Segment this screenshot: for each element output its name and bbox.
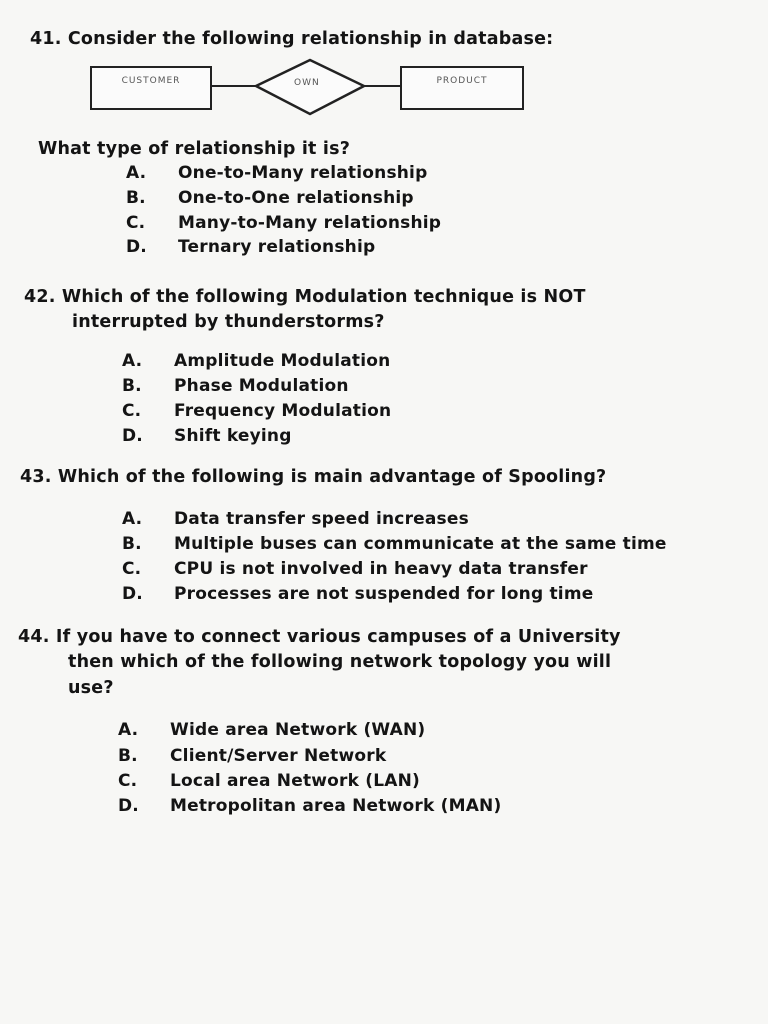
q42-option-d[interactable] bbox=[122, 425, 292, 447]
entity-customer-label: CUSTOMER bbox=[121, 76, 181, 86]
q43-option-b[interactable] bbox=[122, 533, 667, 555]
option-text: Client/Server Network bbox=[170, 746, 387, 766]
option-letter: D. bbox=[118, 796, 139, 816]
option-text: Phase Modulation bbox=[174, 376, 349, 396]
option-text: Data transfer speed increases bbox=[174, 509, 469, 529]
option-letter: A. bbox=[122, 509, 143, 529]
q43-option-c[interactable] bbox=[122, 558, 588, 580]
option-letter: A. bbox=[118, 720, 139, 740]
q41-option-c[interactable] bbox=[126, 212, 441, 234]
q43-option-d[interactable] bbox=[122, 583, 593, 605]
option-text: CPU is not involved in heavy data transfer bbox=[174, 559, 588, 579]
option-letter: C. bbox=[122, 559, 142, 579]
option-letter: C. bbox=[122, 401, 142, 421]
option-text: Amplitude Modulation bbox=[174, 351, 391, 371]
q42-option-a[interactable] bbox=[122, 350, 390, 372]
option-text: Local area Network (LAN) bbox=[170, 771, 421, 791]
option-letter: A. bbox=[122, 351, 143, 371]
option-letter: D. bbox=[122, 584, 143, 604]
q41-option-a[interactable] bbox=[126, 162, 427, 184]
q41-option-b[interactable] bbox=[126, 187, 414, 209]
q41-question: What type of relationship it is? bbox=[38, 139, 351, 159]
option-letter: B. bbox=[122, 534, 142, 554]
q42-stem-line1: 42. Which of the following Modulation technique is NOT bbox=[24, 287, 586, 307]
option-text: Ternary relationship bbox=[178, 237, 376, 257]
q44-option-d[interactable] bbox=[118, 795, 501, 817]
option-text: Processes are not suspended for long time bbox=[174, 584, 594, 604]
entity-product-box bbox=[400, 66, 524, 110]
option-letter: D. bbox=[126, 237, 147, 257]
option-letter: C. bbox=[126, 213, 146, 233]
q42-option-c[interactable] bbox=[122, 400, 391, 422]
q44-stem-line1: 44. If you have to connect various campuses of a University bbox=[18, 627, 621, 647]
option-letter: A. bbox=[126, 163, 147, 183]
entity-product-label: PRODUCT bbox=[436, 76, 488, 86]
q43-stem: 43. Which of the following is main advantage of Spooling? bbox=[20, 467, 607, 487]
option-letter: B. bbox=[126, 188, 146, 208]
q44-option-a[interactable] bbox=[118, 719, 425, 741]
option-letter: B. bbox=[122, 376, 142, 396]
option-text: One-to-One relationship bbox=[178, 188, 414, 208]
entity-customer-box bbox=[90, 66, 212, 110]
option-text: Wide area Network (WAN) bbox=[170, 720, 426, 740]
option-text: Metropolitan area Network (MAN) bbox=[170, 796, 502, 816]
q44-option-b[interactable] bbox=[118, 745, 386, 767]
relationship-own-label: OWN bbox=[294, 78, 320, 88]
option-text: Multiple buses can communicate at the same time bbox=[174, 534, 667, 554]
q42-option-b[interactable] bbox=[122, 375, 349, 397]
q43-option-a[interactable] bbox=[122, 508, 469, 530]
option-letter: D. bbox=[122, 426, 143, 446]
q44-stem-line2: then which of the following network topology you will bbox=[68, 652, 612, 672]
option-text: Shift keying bbox=[174, 426, 292, 446]
q42-stem-line2: interrupted by thunderstorms? bbox=[72, 312, 385, 332]
option-letter: C. bbox=[118, 771, 138, 791]
er-diagram bbox=[88, 56, 528, 122]
option-text: Many-to-Many relationship bbox=[178, 213, 442, 233]
option-text: One-to-Many relationship bbox=[178, 163, 428, 183]
q44-option-c[interactable] bbox=[118, 770, 420, 792]
option-letter: B. bbox=[118, 746, 138, 766]
q41-stem: 41. Consider the following relationship in database: bbox=[30, 29, 554, 49]
q41-option-d[interactable] bbox=[126, 236, 375, 258]
q44-stem-line3: use? bbox=[68, 678, 114, 698]
option-text: Frequency Modulation bbox=[174, 401, 392, 421]
